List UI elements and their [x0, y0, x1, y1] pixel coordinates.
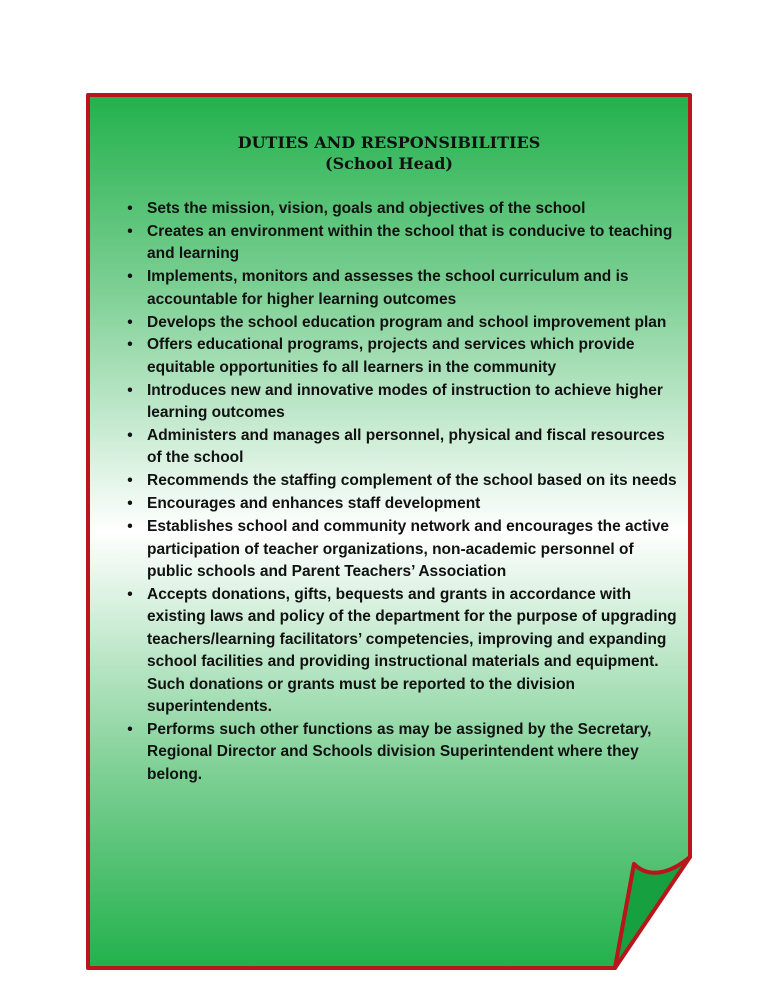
bullet-icon: • — [127, 200, 133, 217]
duty-text: Creates an environment within the school that is conducive to teaching and learning — [147, 222, 673, 263]
document-subtitle: (School Head) — [325, 154, 453, 173]
duty-item — [125, 470, 677, 492]
bullet-icon: • — [127, 495, 133, 513]
document-content — [90, 96, 688, 966]
document-title: DUTIES AND RESPONSIBILITIES — [237, 133, 541, 152]
duty-text: Offers educational programs, projects and services which provide equitable opportunities fo all learners in the community — [147, 336, 635, 376]
duty-text: Performs such other functions as may be assigned by the Secretary, Regional Director and Schools division Superintendent where they belong. — [147, 720, 652, 783]
duty-item — [125, 221, 677, 266]
duty-item — [125, 516, 677, 583]
bullet-icon: • — [127, 268, 133, 286]
bullet-icon: • — [127, 381, 133, 399]
duty-item — [125, 380, 677, 425]
duty-item — [125, 584, 677, 718]
duty-text: Implements, monitors and assesses the school curriculum and is accountable for higher learning outcomes — [147, 268, 629, 308]
duty-text: Administers and manages all personnel, physical and fiscal resources of the school — [147, 427, 665, 467]
duty-text: Recommends the staffing complement of the school based on its needs — [147, 472, 677, 490]
duty-item — [125, 312, 677, 334]
duty-text: Accepts donations, gifts, bequests and grants in accordance with existing laws and policy of the department for the purpose of upgrading teachers/learning facilitators’ competencies, improving and expanding school facilities and providing instructional materials and equipment. Such donations or grants must be reported to the division superintendents. — [147, 585, 677, 715]
duty-item — [125, 198, 677, 220]
bullet-icon: • — [127, 336, 133, 354]
bullet-icon: • — [127, 585, 133, 603]
duty-text: Develops the school education program and school improvement plan — [147, 313, 667, 331]
duty-item — [125, 266, 677, 311]
duty-text: Establishes school and community network and encourages the active participation of teacher organizations, non-academic personnel of public schools and Parent Teachers’ Association — [147, 518, 669, 580]
duty-item — [125, 493, 677, 515]
duties-list — [125, 198, 677, 787]
duty-text: Sets the mission, vision, goals and objectives of the school — [147, 200, 586, 217]
bullet-icon: • — [127, 518, 133, 536]
bullet-icon: • — [127, 222, 133, 240]
bullet-icon: • — [127, 427, 133, 445]
bullet-icon: • — [127, 720, 133, 738]
duty-item — [125, 334, 677, 379]
bullet-icon: • — [127, 472, 133, 490]
bullet-icon: • — [127, 313, 133, 331]
duty-item — [125, 719, 677, 786]
duty-text: Introduces new and innovative modes of instruction to achieve higher learning outcomes — [147, 381, 663, 422]
duty-text: Encourages and enhances staff development — [147, 495, 481, 513]
duty-item — [125, 425, 677, 470]
